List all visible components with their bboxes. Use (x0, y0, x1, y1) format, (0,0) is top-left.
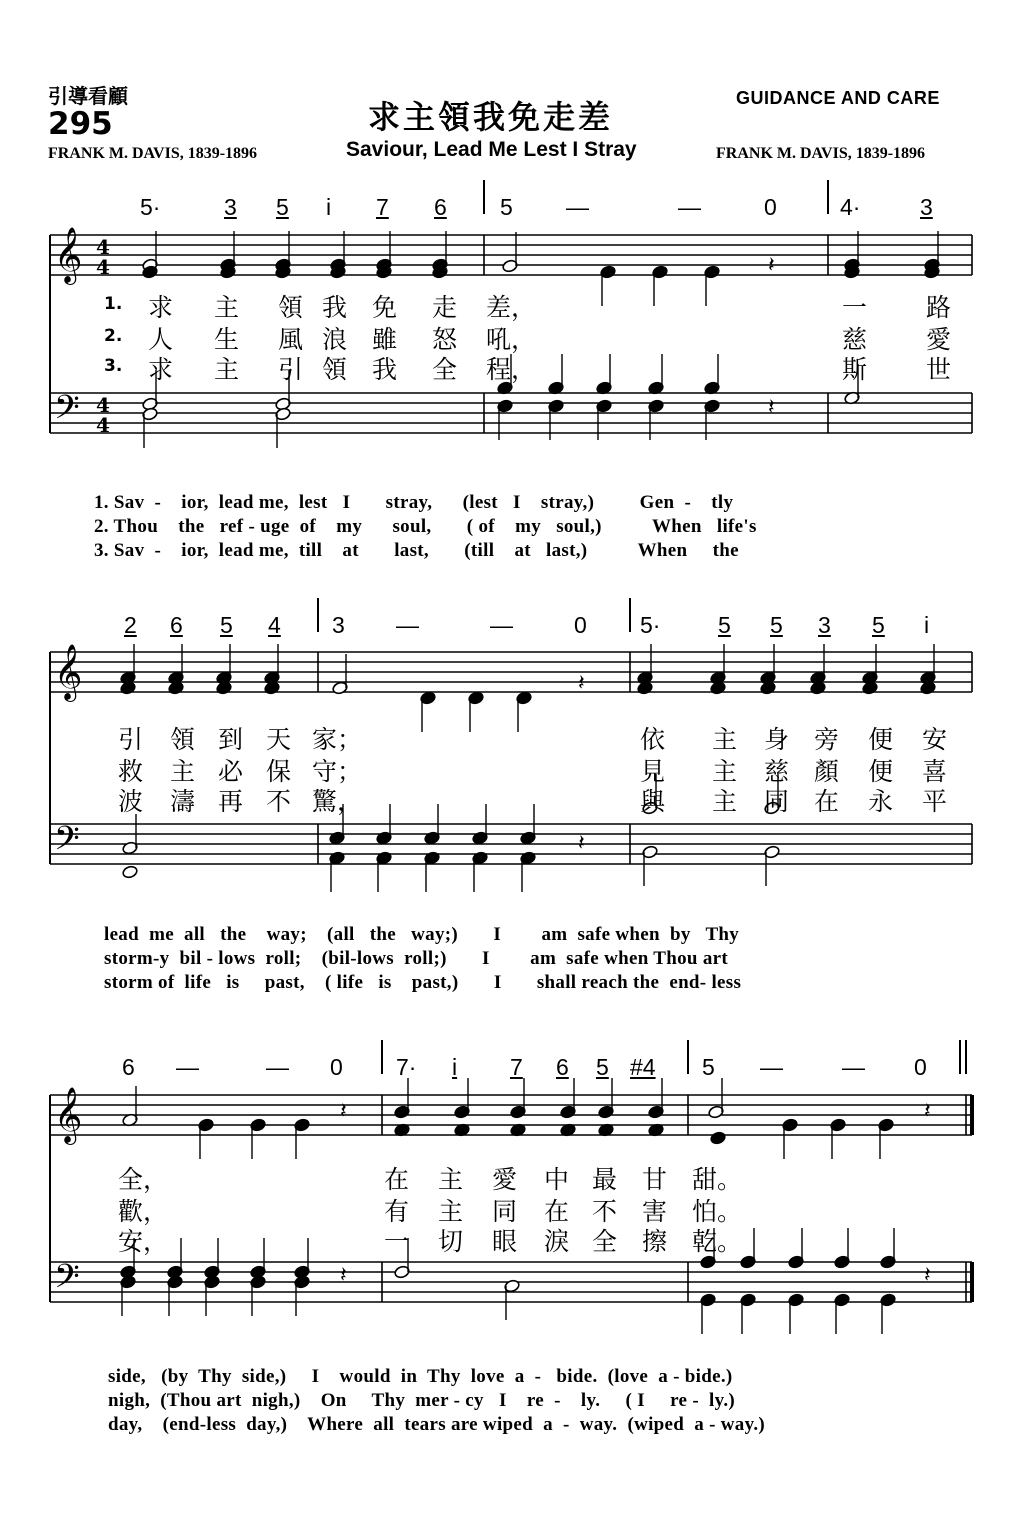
time-signature-top: 4 (96, 235, 110, 259)
jianpu-note: — (490, 612, 513, 638)
chinese-lyric-char: 到 (218, 725, 244, 754)
rest-icon: 𝄽 (340, 1099, 347, 1124)
note-head (760, 681, 777, 695)
chinese-lyric-char: 引 (118, 725, 144, 754)
chinese-lyric-char: 安， (118, 1227, 169, 1256)
title-chinese: 求主領我免走差 (368, 98, 614, 136)
jianpu-note: — (176, 1054, 199, 1080)
jianpu-note: 5 (276, 194, 289, 220)
chinese-lyric-char: 主 (712, 757, 738, 786)
chinese-lyric-char: 人 (148, 325, 174, 354)
jianpu-note: 5 (220, 612, 233, 638)
jianpu-note: 5 (500, 194, 513, 220)
chinese-lyric-char: 慈 (842, 325, 868, 354)
chinese-lyric-char: 慈 (764, 757, 790, 786)
chinese-lyric-char: 保 (266, 757, 292, 786)
chinese-lyric-char: 求 (148, 293, 174, 322)
bass-clef-icon: 𝄢 (54, 389, 80, 435)
chinese-lyric-char: 走 (432, 293, 458, 322)
jianpu-note: 6 (434, 194, 447, 220)
jianpu-note: 0 (330, 1054, 343, 1080)
chinese-lyric-char: 喜 (922, 757, 948, 786)
chinese-lyric-char: 最 (592, 1165, 618, 1194)
rest-icon: 𝄽 (578, 671, 585, 696)
rest-icon: 𝄽 (340, 1263, 347, 1288)
english-lyric-line2-v2: storm-y bil - lows roll; (bil-lows roll;) I am safe when Thou art (104, 948, 728, 969)
chinese-lyric-char: 依 (640, 725, 666, 754)
bass-clef-icon: 𝄢 (54, 820, 80, 866)
bass-clef-icon: 𝄢 (54, 1258, 80, 1304)
chinese-lyric-char: 同 (492, 1197, 518, 1226)
chinese-lyric-char: 切 (438, 1227, 464, 1256)
chinese-lyric-char: 世 (926, 355, 952, 384)
chinese-lyric-char: 生 (214, 325, 240, 354)
chinese-lyric-char: 雖 (372, 325, 398, 354)
chinese-lyric-char: 免 (372, 293, 398, 322)
chinese-lyric-char: 有 (384, 1197, 410, 1226)
treble-clef-icon: 𝄞 (54, 1087, 83, 1143)
note-head (637, 681, 654, 695)
jianpu-note: — (760, 1054, 783, 1080)
treble-clef-icon: 𝄞 (54, 644, 83, 700)
chinese-lyric-char: 路 (926, 293, 952, 322)
rest-icon: 𝄽 (578, 831, 585, 856)
note-head (862, 681, 879, 695)
note-head (710, 1131, 727, 1145)
chinese-lyric-char: 領 (278, 293, 304, 322)
chinese-lyric-char: 永 (868, 787, 894, 816)
chinese-lyric-char: 一 (384, 1227, 410, 1256)
jianpu-note: i (924, 612, 930, 638)
note-head (120, 681, 137, 695)
jianpu-note: — (266, 1054, 289, 1080)
chinese-lyric-char: 淚 (544, 1227, 570, 1256)
english-lyric-line1-v1: 1. Sav - ior, lead me, lest I stray, (lest I stray,) Gen - tly (94, 492, 734, 513)
english-lyric-line1-v2: 2. Thou the ref - uge of my soul, ( of my soul,) When life's (94, 516, 757, 537)
chinese-lyric-char: 驚， (312, 787, 363, 816)
chinese-lyric-char: 守； (312, 757, 363, 786)
jianpu-note: 5 (702, 1054, 715, 1080)
chinese-lyric-char: 領 (170, 725, 196, 754)
note-head (216, 681, 233, 695)
jianpu-note: 0 (764, 194, 777, 220)
jianpu-note: — (396, 612, 419, 638)
jianpu-note: 3 (818, 612, 831, 638)
rest-icon: 𝄽 (924, 1263, 931, 1288)
chinese-lyric-char: 在 (384, 1165, 410, 1194)
chinese-lyric-char: 歡， (118, 1197, 169, 1226)
jianpu-note: 5 (718, 612, 731, 638)
title-english: Saviour, Lead Me Lest I Stray (346, 138, 637, 161)
time-signature-top: 4 (96, 393, 110, 417)
chinese-lyric-char: 領 (322, 355, 348, 384)
chinese-lyric-char: 2. (104, 326, 123, 346)
chinese-lyric-char: 愛 (492, 1165, 518, 1194)
words-credit: FRANK M. DAVIS, 1839-1896 (48, 145, 258, 162)
chinese-lyric-char: 必 (218, 757, 244, 786)
chinese-lyric-char: 害 (642, 1197, 668, 1226)
note-head (710, 681, 727, 695)
jianpu-note: 4 (268, 612, 281, 638)
chinese-lyric-char: 濤 (170, 787, 196, 816)
chinese-lyric-char: 不 (266, 787, 292, 816)
chinese-lyric-char: 怕。 (692, 1197, 743, 1226)
jianpu-note: 0 (914, 1054, 927, 1080)
time-signature-bottom: 4 (96, 255, 110, 279)
chinese-lyric-char: 眼 (492, 1227, 518, 1256)
chinese-lyric-char: 身 (764, 725, 790, 754)
jianpu-note: 5 (770, 612, 783, 638)
chinese-lyric-char: 中 (544, 1165, 570, 1194)
chinese-lyric-char: 斯 (842, 355, 868, 384)
rest-icon: 𝄽 (768, 395, 775, 420)
chinese-lyric-char: 愛 (926, 325, 952, 354)
chinese-lyric-char: 求 (148, 355, 174, 384)
chinese-lyric-char: 引 (278, 355, 304, 384)
rest-icon: 𝄽 (924, 1099, 931, 1124)
chinese-lyric-char: 主 (170, 757, 196, 786)
note-head (122, 865, 139, 879)
jianpu-note: #4 (630, 1054, 656, 1080)
note-head (920, 681, 937, 695)
jianpu-note: 6 (170, 612, 183, 638)
note-head (264, 681, 281, 695)
note-head (168, 681, 185, 695)
chinese-lyric-char: 甘 (642, 1165, 668, 1194)
jianpu-note: 3 (920, 194, 933, 220)
jianpu-note: 7· (396, 1054, 417, 1080)
jianpu-note: 5· (640, 612, 661, 638)
chinese-lyric-char: 我 (372, 355, 398, 384)
chinese-lyric-char: 全， (118, 1165, 169, 1194)
jianpu-note: 6 (122, 1054, 135, 1080)
chinese-lyric-char: 顏 (814, 757, 840, 786)
chinese-lyric-char: 同 (764, 787, 790, 816)
jianpu-note: 7 (376, 194, 389, 220)
jianpu-note: — (678, 194, 701, 220)
treble-clef-icon: 𝄞 (54, 227, 83, 283)
jianpu-note: i (326, 194, 332, 220)
chinese-lyric-char: 家； (312, 725, 363, 754)
chinese-lyric-char: 波 (118, 787, 144, 816)
jianpu-note: 5· (140, 194, 161, 220)
jianpu-note: 2 (124, 612, 137, 638)
jianpu-note: 0 (574, 612, 587, 638)
category-chinese: 引導看顧 (48, 84, 128, 108)
english-lyric-line3-v1: side, (by Thy side,) I would in Thy love a - bide. (love a - bide.) (108, 1366, 733, 1387)
chinese-lyric-char: 我 (322, 293, 348, 322)
chinese-lyric-char: 主 (712, 787, 738, 816)
chinese-lyric-char: 甜。 (692, 1165, 743, 1194)
time-signature-bottom: 4 (96, 413, 110, 437)
english-lyric-line3-v2: nigh, (Thou art nigh,) On Thy mer - cy I re - ly. ( I re - ly.) (108, 1390, 736, 1411)
chinese-lyric-char: 乾。 (692, 1227, 743, 1256)
hymn-number: 295 (48, 106, 113, 142)
chinese-lyric-char: 便 (868, 757, 894, 786)
chinese-lyric-char: 主 (214, 355, 240, 384)
chinese-lyric-char: 在 (814, 787, 840, 816)
chinese-lyric-char: 救 (118, 757, 144, 786)
chinese-lyric-char: 不 (592, 1197, 618, 1226)
chinese-lyric-char: 差， (486, 293, 537, 322)
chinese-lyric-char: 主 (438, 1165, 464, 1194)
chinese-lyric-char: 便 (868, 725, 894, 754)
jianpu-note: 4· (840, 194, 861, 220)
chinese-lyric-char: 主 (438, 1197, 464, 1226)
note-head (810, 681, 827, 695)
chinese-lyric-char: 安 (922, 725, 948, 754)
chinese-lyric-char: 全 (432, 355, 458, 384)
chinese-lyric-char: 風 (278, 325, 304, 354)
chinese-lyric-char: 再 (218, 787, 244, 816)
chinese-lyric-char: 主 (712, 725, 738, 754)
chinese-lyric-char: 旁 (814, 725, 840, 754)
rest-icon: 𝄽 (768, 253, 775, 278)
chinese-lyric-char: 程， (486, 355, 537, 384)
music-credit: FRANK M. DAVIS, 1839-1896 (716, 145, 926, 162)
jianpu-note: i (452, 1054, 458, 1080)
chinese-lyric-char: 怒 (432, 325, 458, 354)
jianpu-note: 6 (556, 1054, 569, 1080)
chinese-lyric-char: 3. (104, 356, 123, 376)
chinese-lyric-char: 主 (214, 293, 240, 322)
english-lyric-line1-v3: 3. Sav - ior, lead me, till at last, (till at last,) When the (94, 540, 739, 561)
chinese-lyric-char: 擦 (642, 1227, 668, 1256)
chinese-lyric-char: 吼， (486, 325, 537, 354)
chinese-lyric-char: 與 (640, 787, 666, 816)
chinese-lyric-char: 一 (842, 293, 868, 322)
jianpu-note: — (566, 194, 589, 220)
category-english: GUIDANCE AND CARE (736, 88, 940, 108)
chinese-lyric-char: 1. (104, 294, 123, 314)
chinese-lyric-char: 平 (922, 787, 948, 816)
jianpu-note: 5 (596, 1054, 609, 1080)
english-lyric-line2-v3: storm of life is past, ( life is past,) I shall reach the end- less (104, 972, 742, 993)
jianpu-note: 3 (224, 194, 237, 220)
chinese-lyric-char: 全 (592, 1227, 618, 1256)
chinese-lyric-char: 天 (266, 725, 292, 754)
english-lyric-line3-v3: day, (end-less day,) Where all tears are wiped a - way. (wiped a - way.) (108, 1414, 766, 1435)
chinese-lyric-char: 在 (544, 1197, 570, 1226)
chinese-lyric-char: 見 (640, 757, 666, 786)
jianpu-note: 3 (332, 612, 345, 638)
jianpu-note: 7 (510, 1054, 523, 1080)
jianpu-note: — (842, 1054, 865, 1080)
english-lyric-line2-v1: lead me all the way; (all the way;) I am safe when by Thy (104, 924, 740, 945)
jianpu-note: 5 (872, 612, 885, 638)
chinese-lyric-char: 浪 (322, 325, 348, 354)
